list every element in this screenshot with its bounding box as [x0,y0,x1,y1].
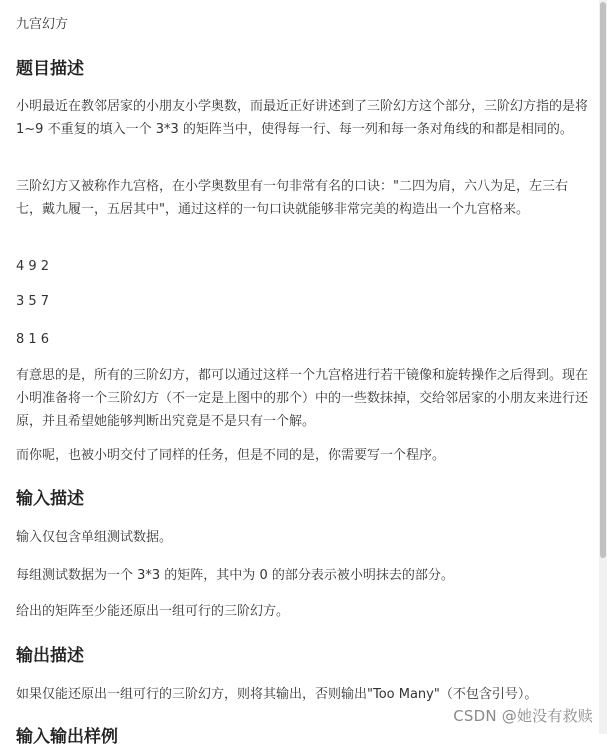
page-title: 九宫幻方 [16,17,69,32]
problem-paragraph-1: 小明最近在教邻居家的小朋友小学奥数，而最近正好讲述到了三阶幻方这个部分，三阶幻方指的是将 1~9 不重复的填入一个 3*3 的矩阵当中，使得每一行、每一列和每一条对角线的和都是相同的。 [16,99,589,137]
problem-paragraph-4: 而你呢，也被小明交付了同样的任务，但是不同的是，你需要写一个程序。 [16,448,446,463]
problem-paragraph-3: 有意思的是，所有的三阶幻方，都可以通过这样一个九宫格进行若干镜像和旋转操作之后得到。现在小明准备将一个三阶幻方（不一定是上图中的那个）中的一些数抹掉，交给邻居家的小朋友来进行还原，并且希望她能够判断出究竟是不是只有一个解。 [16,368,589,429]
csdn-watermark: CSDN @她没有救赎 [453,707,593,725]
scrollbar-track[interactable] [599,0,607,734]
magic-square-row-3: 8 1 6 [16,332,50,347]
problem-paragraph-2: 三阶幻方又被称作九宫格，在小学奥数里有一句非常有名的口诀："二四为肩，六八为足，左三右七，戴九履一，五居其中"，通过这样的一句口诀就能够非常完美的构造出一个九宫格来。 [16,179,568,217]
article-content [16,0,596,747]
input-paragraph-2: 每组测试数据为一个 3*3 的矩阵，其中为 0 的部分表示被小明抹去的部分。 [16,568,454,583]
problem-description-heading: 题目描述 [16,59,84,79]
output-description-heading: 输出描述 [16,646,84,666]
input-paragraph-3: 给出的矩阵至少能还原出一组可行的三阶幻方。 [16,604,290,619]
scrollbar-thumb[interactable] [600,2,606,558]
magic-square-row-1: 4 9 2 [16,259,50,274]
input-paragraph-1: 输入仅包含单组测试数据。 [16,530,173,545]
output-paragraph-1: 如果仅能还原出一组可行的三阶幻方，则将其输出，否则输出"Too Many"（不包含引号）。 [16,687,538,702]
magic-square-row-2: 3 5 7 [16,294,50,309]
sample-io-heading: 输入输出样例 [16,727,118,747]
input-description-heading: 输入描述 [16,489,84,509]
